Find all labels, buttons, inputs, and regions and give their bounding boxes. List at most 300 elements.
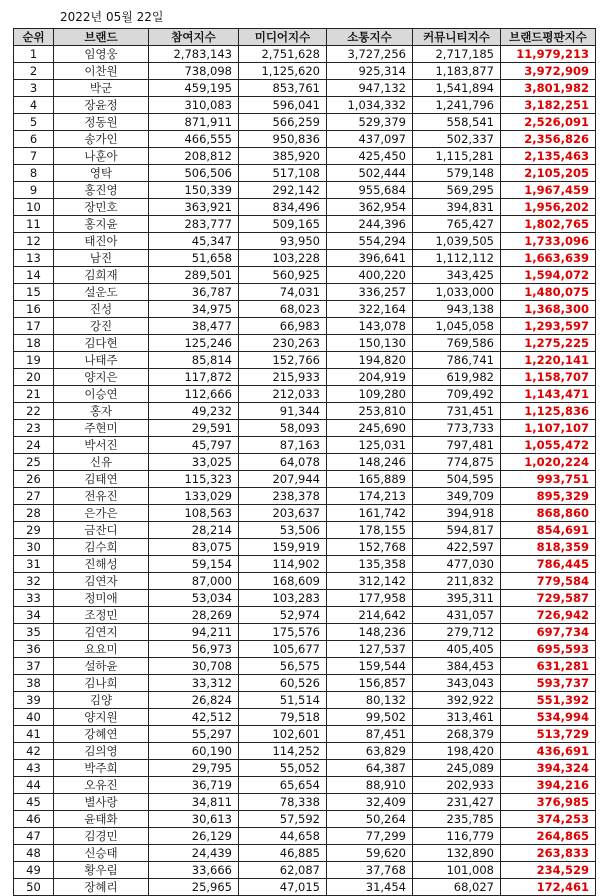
cell-communication-index: 322,164 xyxy=(327,301,413,318)
cell-rank: 8 xyxy=(14,165,54,182)
table-row xyxy=(14,352,596,369)
cell-participation-index: 289,501 xyxy=(149,267,239,284)
cell-brand: 오유진 xyxy=(54,777,149,794)
table-row xyxy=(14,250,596,267)
table-row xyxy=(14,454,596,471)
cell-community-index: 1,115,281 xyxy=(413,148,501,165)
cell-brand-reputation-index: 1,055,472 xyxy=(501,437,596,454)
cell-brand: 홍지윤 xyxy=(54,216,149,233)
cell-community-index: 2,717,185 xyxy=(413,46,501,63)
cell-brand-reputation-index: 854,691 xyxy=(501,522,596,539)
cell-participation-index: 60,190 xyxy=(149,743,239,760)
cell-communication-index: 152,768 xyxy=(327,539,413,556)
cell-participation-index: 2,783,143 xyxy=(149,46,239,63)
cell-brand-reputation-index: 1,107,107 xyxy=(501,420,596,437)
cell-media-index: 51,514 xyxy=(239,692,327,709)
table-row xyxy=(14,505,596,522)
table-row xyxy=(14,335,596,352)
cell-media-index: 215,933 xyxy=(239,369,327,386)
cell-brand-reputation-index: 376,985 xyxy=(501,794,596,811)
table-row xyxy=(14,607,596,624)
cell-media-index: 55,052 xyxy=(239,760,327,777)
cell-brand: 김연지 xyxy=(54,624,149,641)
cell-communication-index: 99,502 xyxy=(327,709,413,726)
cell-participation-index: 30,708 xyxy=(149,658,239,675)
cell-community-index: 245,089 xyxy=(413,760,501,777)
cell-brand: 설운도 xyxy=(54,284,149,301)
cell-communication-index: 31,454 xyxy=(327,879,413,896)
cell-communication-index: 63,829 xyxy=(327,743,413,760)
cell-participation-index: 87,000 xyxy=(149,573,239,590)
table-row xyxy=(14,862,596,879)
cell-brand-reputation-index: 394,216 xyxy=(501,777,596,794)
cell-communication-index: 194,820 xyxy=(327,352,413,369)
cell-community-index: 431,057 xyxy=(413,607,501,624)
cell-media-index: 60,526 xyxy=(239,675,327,692)
cell-media-index: 103,283 xyxy=(239,590,327,607)
cell-brand: 황우림 xyxy=(54,862,149,879)
table-row xyxy=(14,709,596,726)
table-row xyxy=(14,131,596,148)
cell-communication-index: 59,620 xyxy=(327,845,413,862)
cell-community-index: 1,039,505 xyxy=(413,233,501,250)
cell-communication-index: 143,078 xyxy=(327,318,413,335)
cell-communication-index: 925,314 xyxy=(327,63,413,80)
cell-brand: 금잔디 xyxy=(54,522,149,539)
cell-participation-index: 55,297 xyxy=(149,726,239,743)
cell-rank: 45 xyxy=(14,794,54,811)
cell-media-index: 566,259 xyxy=(239,114,327,131)
cell-rank: 36 xyxy=(14,641,54,658)
cell-rank: 33 xyxy=(14,590,54,607)
cell-participation-index: 34,975 xyxy=(149,301,239,318)
cell-brand-reputation-index: 2,526,091 xyxy=(501,114,596,131)
cell-communication-index: 87,451 xyxy=(327,726,413,743)
cell-media-index: 91,344 xyxy=(239,403,327,420)
cell-rank: 24 xyxy=(14,437,54,454)
cell-brand-reputation-index: 2,135,463 xyxy=(501,148,596,165)
cell-media-index: 212,033 xyxy=(239,386,327,403)
cell-participation-index: 117,872 xyxy=(149,369,239,386)
cell-community-index: 268,379 xyxy=(413,726,501,743)
cell-brand: 홍진영 xyxy=(54,182,149,199)
cell-rank: 39 xyxy=(14,692,54,709)
cell-media-index: 68,023 xyxy=(239,301,327,318)
cell-community-index: 558,541 xyxy=(413,114,501,131)
cell-rank: 19 xyxy=(14,352,54,369)
cell-community-index: 116,779 xyxy=(413,828,501,845)
cell-participation-index: 738,098 xyxy=(149,63,239,80)
cell-rank: 3 xyxy=(14,80,54,97)
cell-brand: 별사랑 xyxy=(54,794,149,811)
cell-brand: 나훈아 xyxy=(54,148,149,165)
cell-communication-index: 50,264 xyxy=(327,811,413,828)
cell-brand: 은가은 xyxy=(54,505,149,522)
table-row xyxy=(14,556,596,573)
cell-brand-reputation-index: 234,529 xyxy=(501,862,596,879)
cell-brand-reputation-index: 3,182,251 xyxy=(501,97,596,114)
cell-brand-reputation-index: 3,801,982 xyxy=(501,80,596,97)
cell-brand-reputation-index: 1,663,639 xyxy=(501,250,596,267)
cell-brand-reputation-index: 1,020,224 xyxy=(501,454,596,471)
cell-brand: 이승연 xyxy=(54,386,149,403)
cell-community-index: 943,138 xyxy=(413,301,501,318)
cell-community-index: 594,817 xyxy=(413,522,501,539)
cell-rank: 2 xyxy=(14,63,54,80)
cell-communication-index: 955,684 xyxy=(327,182,413,199)
cell-media-index: 385,920 xyxy=(239,148,327,165)
cell-media-index: 159,919 xyxy=(239,539,327,556)
cell-community-index: 384,453 xyxy=(413,658,501,675)
table-row xyxy=(14,437,596,454)
cell-communication-index: 125,031 xyxy=(327,437,413,454)
cell-participation-index: 29,591 xyxy=(149,420,239,437)
cell-media-index: 517,108 xyxy=(239,165,327,182)
cell-participation-index: 33,025 xyxy=(149,454,239,471)
cell-rank: 21 xyxy=(14,386,54,403)
cell-brand: 태진아 xyxy=(54,233,149,250)
cell-rank: 7 xyxy=(14,148,54,165)
cell-brand: 진해성 xyxy=(54,556,149,573)
cell-brand: 설하윤 xyxy=(54,658,149,675)
cell-brand-reputation-index: 2,105,205 xyxy=(501,165,596,182)
cell-participation-index: 310,083 xyxy=(149,97,239,114)
cell-participation-index: 26,129 xyxy=(149,828,239,845)
cell-media-index: 152,766 xyxy=(239,352,327,369)
cell-brand-reputation-index: 534,994 xyxy=(501,709,596,726)
cell-participation-index: 871,911 xyxy=(149,114,239,131)
cell-participation-index: 34,811 xyxy=(149,794,239,811)
cell-rank: 30 xyxy=(14,539,54,556)
cell-brand: 양지은 xyxy=(54,369,149,386)
cell-participation-index: 108,563 xyxy=(149,505,239,522)
cell-brand-reputation-index: 697,734 xyxy=(501,624,596,641)
table-row xyxy=(14,675,596,692)
cell-brand-reputation-index: 1,125,836 xyxy=(501,403,596,420)
table-row xyxy=(14,641,596,658)
cell-rank: 25 xyxy=(14,454,54,471)
cell-media-index: 66,983 xyxy=(239,318,327,335)
cell-community-index: 101,008 xyxy=(413,862,501,879)
table-row xyxy=(14,794,596,811)
cell-media-index: 238,378 xyxy=(239,488,327,505)
cell-participation-index: 38,477 xyxy=(149,318,239,335)
cell-media-index: 44,658 xyxy=(239,828,327,845)
cell-rank: 48 xyxy=(14,845,54,862)
cell-community-index: 1,241,796 xyxy=(413,97,501,114)
cell-rank: 18 xyxy=(14,335,54,352)
cell-brand-reputation-index: 1,158,707 xyxy=(501,369,596,386)
cell-communication-index: 437,097 xyxy=(327,131,413,148)
cell-media-index: 65,654 xyxy=(239,777,327,794)
cell-media-index: 62,087 xyxy=(239,862,327,879)
cell-brand-reputation-index: 593,737 xyxy=(501,675,596,692)
cell-rank: 4 xyxy=(14,97,54,114)
cell-brand-reputation-index: 786,445 xyxy=(501,556,596,573)
cell-community-index: 405,405 xyxy=(413,641,501,658)
cell-community-index: 132,890 xyxy=(413,845,501,862)
cell-community-index: 68,027 xyxy=(413,879,501,896)
cell-participation-index: 115,323 xyxy=(149,471,239,488)
cell-communication-index: 244,396 xyxy=(327,216,413,233)
cell-rank: 26 xyxy=(14,471,54,488)
table-row xyxy=(14,488,596,505)
cell-brand-reputation-index: 695,593 xyxy=(501,641,596,658)
cell-participation-index: 51,658 xyxy=(149,250,239,267)
cell-community-index: 502,337 xyxy=(413,131,501,148)
cell-communication-index: 253,810 xyxy=(327,403,413,420)
cell-brand-reputation-index: 551,392 xyxy=(501,692,596,709)
cell-brand: 김태연 xyxy=(54,471,149,488)
cell-brand-reputation-index: 11,979,213 xyxy=(501,46,596,63)
cell-community-index: 765,427 xyxy=(413,216,501,233)
table-row xyxy=(14,369,596,386)
cell-brand-reputation-index: 172,461 xyxy=(501,879,596,896)
table-row xyxy=(14,63,596,80)
cell-brand-reputation-index: 1,956,202 xyxy=(501,199,596,216)
table-row xyxy=(14,97,596,114)
cell-brand: 임영웅 xyxy=(54,46,149,63)
cell-community-index: 394,918 xyxy=(413,505,501,522)
brand-reputation-table xyxy=(13,28,596,896)
cell-rank: 27 xyxy=(14,488,54,505)
table-row xyxy=(14,811,596,828)
cell-brand: 김수희 xyxy=(54,539,149,556)
cell-communication-index: 148,236 xyxy=(327,624,413,641)
cell-rank: 29 xyxy=(14,522,54,539)
cell-communication-index: 245,690 xyxy=(327,420,413,437)
table-row xyxy=(14,692,596,709)
cell-rank: 5 xyxy=(14,114,54,131)
cell-media-index: 52,974 xyxy=(239,607,327,624)
cell-brand-reputation-index: 729,587 xyxy=(501,590,596,607)
cell-communication-index: 135,358 xyxy=(327,556,413,573)
cell-rank: 13 xyxy=(14,250,54,267)
cell-brand-reputation-index: 631,281 xyxy=(501,658,596,675)
cell-media-index: 87,163 xyxy=(239,437,327,454)
cell-brand: 강진 xyxy=(54,318,149,335)
cell-community-index: 279,712 xyxy=(413,624,501,641)
cell-rank: 31 xyxy=(14,556,54,573)
cell-media-index: 93,950 xyxy=(239,233,327,250)
cell-media-index: 53,506 xyxy=(239,522,327,539)
cell-brand: 조정민 xyxy=(54,607,149,624)
cell-brand-reputation-index: 394,324 xyxy=(501,760,596,777)
cell-community-index: 773,733 xyxy=(413,420,501,437)
cell-media-index: 57,592 xyxy=(239,811,327,828)
cell-media-index: 203,637 xyxy=(239,505,327,522)
cell-communication-index: 77,299 xyxy=(327,828,413,845)
cell-rank: 23 xyxy=(14,420,54,437)
cell-rank: 38 xyxy=(14,675,54,692)
cell-community-index: 349,709 xyxy=(413,488,501,505)
cell-communication-index: 1,034,332 xyxy=(327,97,413,114)
cell-rank: 28 xyxy=(14,505,54,522)
cell-communication-index: 156,857 xyxy=(327,675,413,692)
cell-rank: 16 xyxy=(14,301,54,318)
cell-brand: 김경민 xyxy=(54,828,149,845)
table-row xyxy=(14,403,596,420)
table-row xyxy=(14,539,596,556)
cell-brand-reputation-index: 868,860 xyxy=(501,505,596,522)
cell-media-index: 2,751,628 xyxy=(239,46,327,63)
table-row xyxy=(14,233,596,250)
cell-community-index: 1,045,058 xyxy=(413,318,501,335)
cell-media-index: 64,078 xyxy=(239,454,327,471)
cell-brand: 김의영 xyxy=(54,743,149,760)
cell-community-index: 343,043 xyxy=(413,675,501,692)
table-row xyxy=(14,301,596,318)
cell-community-index: 422,597 xyxy=(413,539,501,556)
cell-rank: 42 xyxy=(14,743,54,760)
cell-community-index: 198,420 xyxy=(413,743,501,760)
cell-brand-reputation-index: 513,729 xyxy=(501,726,596,743)
table-row xyxy=(14,182,596,199)
cell-brand: 강혜연 xyxy=(54,726,149,743)
cell-rank: 14 xyxy=(14,267,54,284)
cell-communication-index: 174,213 xyxy=(327,488,413,505)
cell-media-index: 509,165 xyxy=(239,216,327,233)
table-row xyxy=(14,420,596,437)
cell-communication-index: 502,444 xyxy=(327,165,413,182)
cell-community-index: 774,875 xyxy=(413,454,501,471)
cell-media-index: 596,041 xyxy=(239,97,327,114)
cell-rank: 9 xyxy=(14,182,54,199)
cell-brand: 이찬원 xyxy=(54,63,149,80)
cell-brand-reputation-index: 264,865 xyxy=(501,828,596,845)
cell-communication-index: 88,910 xyxy=(327,777,413,794)
cell-community-index: 786,741 xyxy=(413,352,501,369)
cell-participation-index: 94,211 xyxy=(149,624,239,641)
table-row xyxy=(14,845,596,862)
cell-brand-reputation-index: 993,751 xyxy=(501,471,596,488)
cell-community-index: 477,030 xyxy=(413,556,501,573)
table-row xyxy=(14,828,596,845)
cell-rank: 40 xyxy=(14,709,54,726)
cell-brand: 정미애 xyxy=(54,590,149,607)
cell-brand-reputation-index: 1,802,765 xyxy=(501,216,596,233)
cell-participation-index: 28,269 xyxy=(149,607,239,624)
cell-participation-index: 133,029 xyxy=(149,488,239,505)
cell-communication-index: 529,379 xyxy=(327,114,413,131)
cell-brand: 신유 xyxy=(54,454,149,471)
report-date: 2022년 05월 22일 xyxy=(60,10,164,24)
cell-communication-index: 400,220 xyxy=(327,267,413,284)
cell-participation-index: 125,246 xyxy=(149,335,239,352)
cell-brand: 양지원 xyxy=(54,709,149,726)
cell-rank: 34 xyxy=(14,607,54,624)
cell-communication-index: 178,155 xyxy=(327,522,413,539)
cell-participation-index: 25,965 xyxy=(149,879,239,896)
cell-rank: 35 xyxy=(14,624,54,641)
cell-participation-index: 459,195 xyxy=(149,80,239,97)
cell-brand: 장민호 xyxy=(54,199,149,216)
cell-participation-index: 29,795 xyxy=(149,760,239,777)
cell-media-index: 114,902 xyxy=(239,556,327,573)
header-community-index: 커뮤니티지수 xyxy=(413,29,501,46)
cell-media-index: 560,925 xyxy=(239,267,327,284)
cell-rank: 32 xyxy=(14,573,54,590)
cell-participation-index: 466,555 xyxy=(149,131,239,148)
cell-media-index: 207,944 xyxy=(239,471,327,488)
cell-media-index: 168,609 xyxy=(239,573,327,590)
cell-participation-index: 36,787 xyxy=(149,284,239,301)
cell-community-index: 211,832 xyxy=(413,573,501,590)
cell-brand-reputation-index: 1,967,459 xyxy=(501,182,596,199)
table-row xyxy=(14,760,596,777)
cell-media-index: 74,031 xyxy=(239,284,327,301)
cell-brand-reputation-index: 1,293,597 xyxy=(501,318,596,335)
cell-community-index: 1,112,112 xyxy=(413,250,501,267)
cell-community-index: 709,492 xyxy=(413,386,501,403)
cell-brand: 진성 xyxy=(54,301,149,318)
table-row xyxy=(14,148,596,165)
cell-rank: 44 xyxy=(14,777,54,794)
cell-communication-index: 214,642 xyxy=(327,607,413,624)
cell-participation-index: 83,075 xyxy=(149,539,239,556)
cell-participation-index: 49,232 xyxy=(149,403,239,420)
cell-rank: 50 xyxy=(14,879,54,896)
cell-rank: 1 xyxy=(14,46,54,63)
header-communication-index: 소통지수 xyxy=(327,29,413,46)
cell-brand: 홍자 xyxy=(54,403,149,420)
cell-brand: 김다현 xyxy=(54,335,149,352)
cell-community-index: 231,427 xyxy=(413,794,501,811)
cell-participation-index: 53,034 xyxy=(149,590,239,607)
cell-participation-index: 283,777 xyxy=(149,216,239,233)
cell-participation-index: 42,512 xyxy=(149,709,239,726)
cell-brand: 박주희 xyxy=(54,760,149,777)
cell-brand-reputation-index: 726,942 xyxy=(501,607,596,624)
cell-brand-reputation-index: 2,356,826 xyxy=(501,131,596,148)
cell-brand: 송가인 xyxy=(54,131,149,148)
cell-communication-index: 165,889 xyxy=(327,471,413,488)
cell-brand: 남진 xyxy=(54,250,149,267)
cell-community-index: 395,311 xyxy=(413,590,501,607)
cell-media-index: 56,575 xyxy=(239,658,327,675)
cell-brand: 장윤정 xyxy=(54,97,149,114)
table-row xyxy=(14,386,596,403)
table-row xyxy=(14,590,596,607)
cell-participation-index: 112,666 xyxy=(149,386,239,403)
cell-brand: 박서진 xyxy=(54,437,149,454)
cell-rank: 20 xyxy=(14,369,54,386)
cell-brand-reputation-index: 1,594,072 xyxy=(501,267,596,284)
cell-brand: 김양 xyxy=(54,692,149,709)
cell-communication-index: 150,130 xyxy=(327,335,413,352)
cell-media-index: 78,338 xyxy=(239,794,327,811)
cell-rank: 12 xyxy=(14,233,54,250)
table-row xyxy=(14,318,596,335)
cell-brand: 김나희 xyxy=(54,675,149,692)
table-row xyxy=(14,284,596,301)
cell-brand: 요요미 xyxy=(54,641,149,658)
cell-brand: 나태주 xyxy=(54,352,149,369)
cell-brand: 박군 xyxy=(54,80,149,97)
cell-brand-reputation-index: 1,143,471 xyxy=(501,386,596,403)
cell-brand-reputation-index: 818,359 xyxy=(501,539,596,556)
cell-rank: 37 xyxy=(14,658,54,675)
cell-media-index: 834,496 xyxy=(239,199,327,216)
cell-communication-index: 312,142 xyxy=(327,573,413,590)
cell-communication-index: 37,768 xyxy=(327,862,413,879)
table-row xyxy=(14,471,596,488)
cell-community-index: 394,831 xyxy=(413,199,501,216)
cell-brand: 김희재 xyxy=(54,267,149,284)
cell-rank: 10 xyxy=(14,199,54,216)
cell-communication-index: 204,919 xyxy=(327,369,413,386)
cell-media-index: 853,761 xyxy=(239,80,327,97)
